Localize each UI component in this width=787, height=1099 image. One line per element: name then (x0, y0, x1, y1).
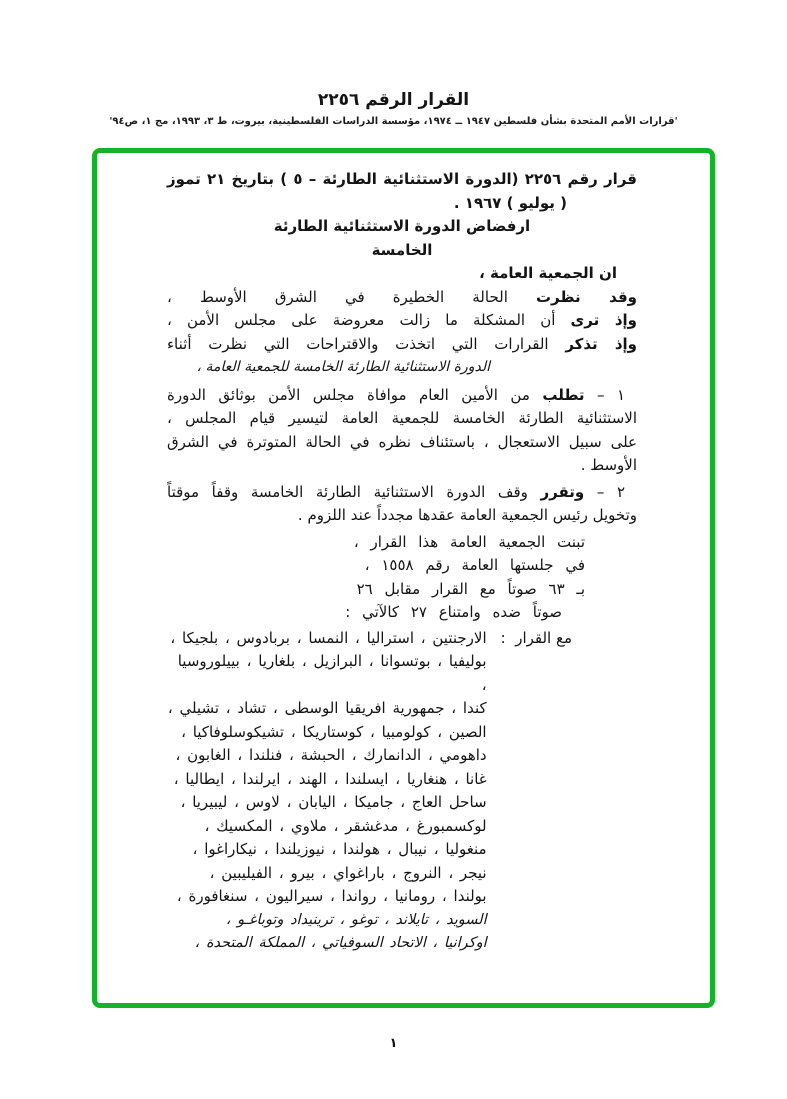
preamble-lead-3: وإذ ترى (570, 311, 637, 329)
preamble-line-2 (167, 286, 637, 310)
preamble-lead-1: ان الجمعية العامة ، (479, 264, 617, 282)
vote-record (167, 627, 572, 956)
vote-countries-line: نيجر ، النروج ، باراغواي ، بيرو ، الفيليبين ، (209, 863, 487, 882)
heading-line-1: قرار رقم ٢٢٥٦ (الدورة الاستثنائية الطارئة – ٥ ) بتاريخ ٢١ تموز (167, 170, 637, 188)
vote-countries-line: الصين ، كولومبيا ، كوستاريكا ، تشيكوسلوفاكيا ، (181, 722, 487, 741)
preamble-line-4 (167, 333, 637, 357)
vote-countries-line: اوكرانيا ، الاتحاد السوفياتي ، المملكة المتحدة ، (194, 935, 487, 951)
vote-countries-line: بولندا ، رومانيا ، رواندا ، سيراليون ، سنغافورة ، (176, 887, 487, 905)
adoption-line-3: بـ ٦٣ صوتاً مع القرار مقابل ٢٦ (356, 579, 585, 598)
operative-1-line-4: الأوسط . (580, 456, 637, 474)
preamble-rest-3: أن المشكلة ما زالت معروضة على مجلس الأمن ، (167, 311, 571, 329)
heading-line-2: ( يوليو ) ١٩٦٧ . (453, 193, 567, 212)
operative-2-number: ٢ – (584, 482, 625, 501)
preamble-line-3 (167, 309, 637, 333)
vote-countries-line: منغوليا ، نيبال ، هولندا ، نيوزيلندا ، نيكاراغوا ، (192, 840, 487, 858)
operative-1-number: ١ – (584, 385, 625, 404)
preamble-rest-4: القرارات التي اتخذت والاقتراحات التي نظرت أثناء (167, 334, 566, 353)
adoption-line-1: تبنت الجمعية العامة هذا القرار ، (353, 532, 585, 551)
operative-2-lead: وتقرر (540, 482, 585, 501)
preamble-line-1 (167, 262, 637, 286)
operative-2-rest: وقف الدورة الاستثنائية الطارئة الخامسة وقفاً موقتاً (167, 482, 541, 501)
vote-countries-line: غانا ، هنغاريا ، ايسلندا ، الهند ، ايرلندا ، ايطاليا ، (173, 769, 487, 788)
preamble (167, 262, 637, 380)
operative-1-line-2: الاستثنائية الطارئة الخامسة للجمعية العامة لتيسير قيام المجلس ، (167, 409, 637, 427)
preamble-continuation: الدورة الاستثنائية الطارئة الخامسة للجمعية العامة ، (196, 359, 490, 375)
session-title-line-2: الخامسة (371, 240, 433, 259)
operative-1-line-3: على سبيل الاستعجال ، باستئناف نظره في الحالة المتوترة في الشرق (167, 432, 637, 451)
operative-2-line-1 (167, 481, 637, 505)
vote-countries-line: السويد ، تايلاند ، توغو ، ترينيداد وتوباغـو ، (225, 911, 487, 928)
vote-countries-line: داهومي ، الدانمارك ، الحبشة ، فنلندا ، الغابون ، (175, 746, 487, 764)
operative-1-line-1 (167, 384, 637, 408)
operative-paragraph-1 (167, 384, 637, 478)
operative-1-rest: من الأمين العام موافاة مجلس الأمن بوثائق الدورة (167, 385, 543, 404)
preamble-rest-2: الحالة الخطيرة في الشرق الأوسط ، (167, 287, 536, 306)
vote-for-label: مع القرار : (500, 628, 572, 647)
vote-countries-line: ساحل العاج ، جاميكا ، اليابان ، لاوس ، ليبيريا ، (180, 793, 487, 811)
page-number: ١ (389, 1036, 398, 1051)
document-title: القرار الرقم ٢٢٥٦ (317, 90, 470, 110)
source-citation: 'قرارات الأمم المتحدة بشأن فلسطين ١٩٤٧ ــ ١٩٧٤، مؤسسة الدراسات الفلسطينية، بيروت، ط ٣، ١٩٩٣، مج ١، ص٩٤' (109, 116, 678, 127)
vote-countries-line: الارجنتين ، استراليا ، النمسا ، بربادوس ، بلجيكا ، (170, 628, 487, 647)
vote-countries-line: كندا ، جمهورية افريقيا الوسطى ، تشاد ، تشيلي ، (167, 699, 487, 717)
green-annotation-box (92, 148, 715, 1008)
resolution-text (97, 153, 710, 956)
adoption-note (167, 531, 637, 625)
operative-1-lead: تطلب (542, 385, 585, 404)
operative-paragraph-2 (167, 481, 637, 528)
operative-2-line-2: وتخويل رئيس الجمعية العامة عقدها مجدداً عند اللزوم . (297, 506, 637, 524)
adoption-line-2: في جلستها العامة رقم ١٥٥٨ ، (364, 556, 585, 574)
vote-countries-line: لوكسمبورغ ، مدغشقر ، ملاوي ، المكسيك ، (204, 816, 487, 835)
adoption-line-4: صوتاً ضده وامتناع ٢٧ كالآتي : (345, 603, 562, 621)
vote-for-countries (167, 627, 487, 956)
vote-countries-line: بوليفيا ، بوتسوانا ، البرازيل ، بلغاريا ، بييلوروسيا ، (177, 652, 487, 694)
preamble-lead-4: وإذ تذكر (565, 334, 637, 353)
session-title-line-1: ارفضاض الدورة الاستثنائية الطارئة (273, 217, 531, 235)
resolution-heading (167, 168, 637, 215)
preamble-lead-2: وقد نظرت (535, 287, 637, 306)
session-title (167, 215, 637, 262)
